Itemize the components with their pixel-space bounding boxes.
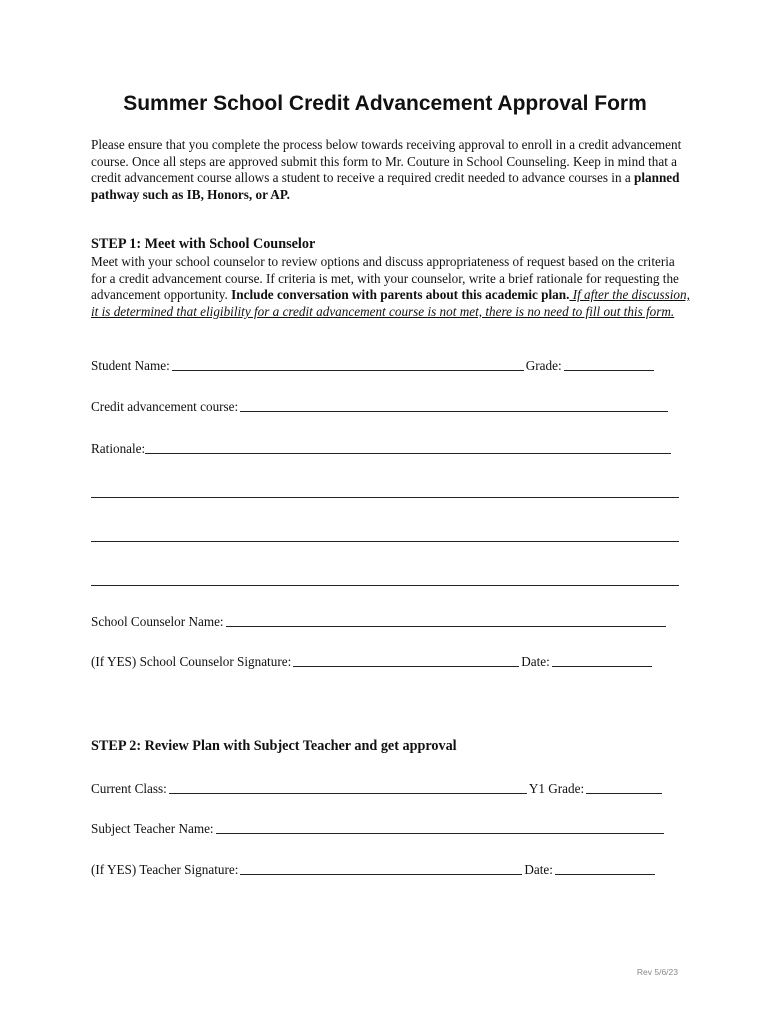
revision-note: Rev 5/6/23 [636,967,678,977]
rationale-line-3[interactable] [91,541,679,542]
counselor-signature-field[interactable] [293,654,519,667]
counselor-name-field[interactable] [226,614,666,627]
counselor-date-field[interactable] [552,654,652,667]
y1-grade-label: Y1 Grade: [528,781,585,796]
counselor-name-label: School Counselor Name: [91,614,224,629]
counselor-name-row [91,614,668,630]
step1-heading: STEP 1: Meet with School Counselor [91,236,316,252]
current-class-row [91,781,664,797]
credit-course-label: Credit advancement course: [91,399,239,414]
rationale-field[interactable] [145,441,671,454]
rationale-label: Rationale: [91,441,146,456]
grade-label: Grade: [525,358,562,373]
credit-course-row [91,399,670,415]
student-name-label: Student Name: [91,358,170,373]
step2-heading: STEP 2: Review Plan with Subject Teacher and get approval [91,738,457,754]
teacher-name-row [91,821,666,837]
step1-bold-text: Include conversation with parents about this academic plan. [231,287,570,303]
counselor-signature-row [91,654,654,670]
step1-italic-note: If after the discussion, it is determined that eligibility for a credit advancement course is not met, there is no need to fill out this form. [91,287,690,319]
teacher-date-field[interactable] [555,862,655,875]
intro-paragraph [91,137,691,203]
current-class-label: Current Class: [91,781,167,796]
grade-field[interactable] [564,358,654,371]
teacher-signature-label: (If YES) Teacher Signature: [91,862,239,877]
teacher-signature-field[interactable] [240,862,522,875]
intro-bold-text: planned pathway such as IB, Honors, or AP. [91,170,680,202]
rationale-row [91,441,673,457]
counselor-date-label: Date: [521,654,550,669]
current-class-field[interactable] [169,781,527,794]
step1-text: Meet with your school counselor to review options and discuss appropriateness of request based on the criteria for a credit advancement course. If criteria is met, with your counselor, write a brief rationale for requesting the advancement opportunity. [91,254,679,303]
counselor-signature-label: (If YES) School Counselor Signature: [91,654,292,669]
intro-text: Please ensure that you complete the process below towards receiving approval to enroll in a credit advancement course. Once all steps are approved submit this form to Mr. Couture in School Counseling. Keep in mind that a credit advancement course allows a student to receive a required credit needed to advance courses in a [91,137,682,186]
student-name-row [91,358,656,374]
student-name-field[interactable] [172,358,524,371]
teacher-name-label: Subject Teacher Name: [91,821,214,836]
teacher-name-field[interactable] [216,821,664,834]
teacher-signature-row [91,862,657,878]
rationale-line-4[interactable] [91,585,679,586]
y1-grade-field[interactable] [586,781,662,794]
form-title: Summer School Credit Advancement Approval Form [123,92,647,115]
step1-paragraph [91,254,691,320]
teacher-date-label: Date: [524,862,553,877]
credit-course-field[interactable] [240,399,668,412]
rationale-line-2[interactable] [91,497,679,498]
